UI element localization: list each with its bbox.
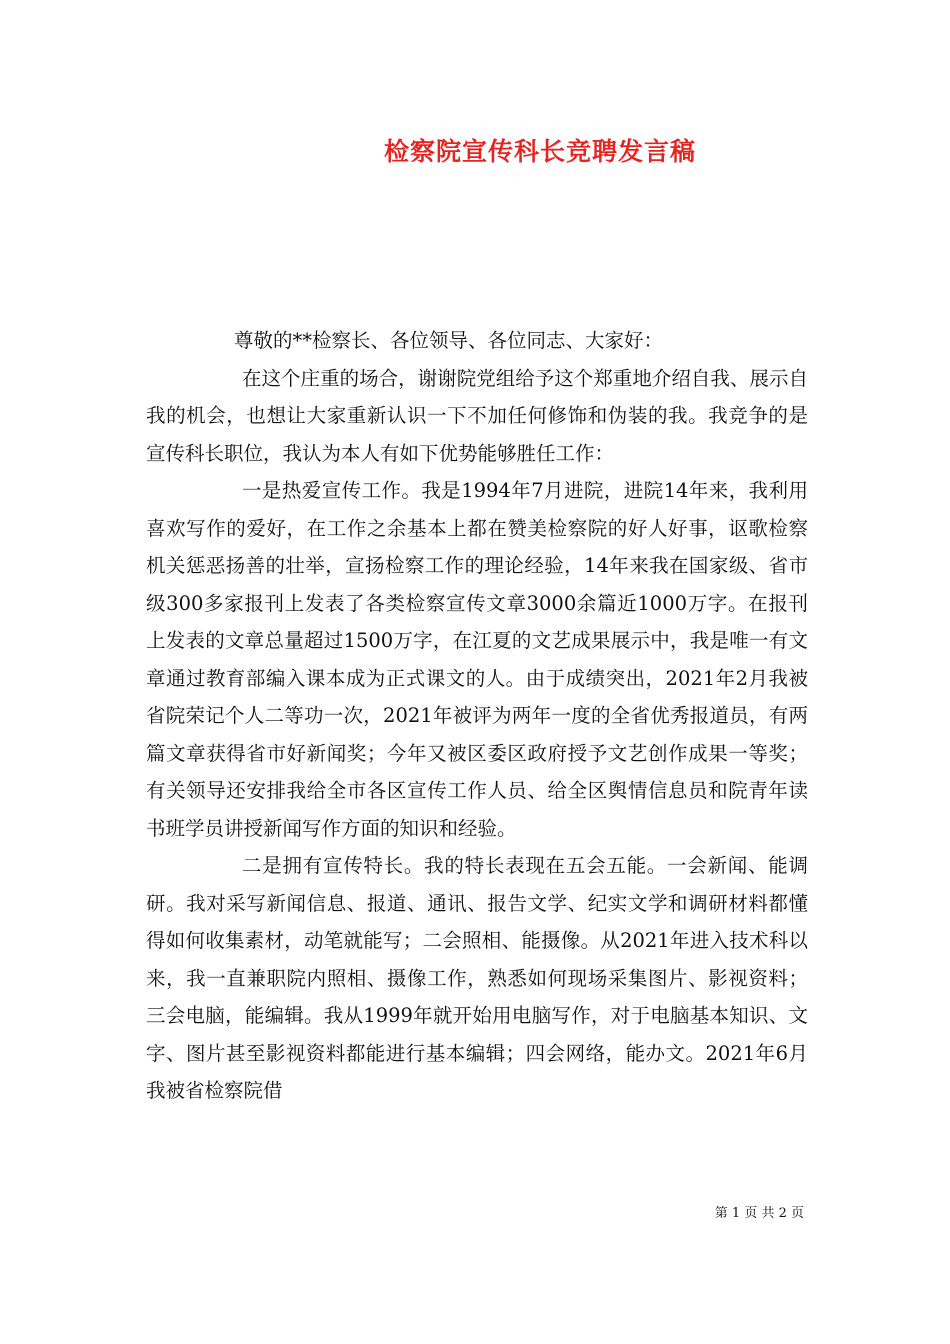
paragraph-1: 在这个庄重的场合，谢谢院党组给予这个郑重地介绍自我、展示自我的机会，也想让大家重新认识一下不加任何修饰和伪装的我。我竞争的是宣传科长职位，我认为本人有如下优势能够胜任工作： — [146, 366, 808, 465]
paragraph-2: 一是热爱宣传工作。我是1994年7月进院，进院14年来，我利用喜欢写作的爱好，在工作之余基本上都在赞美检察院的好人好事，讴歌检察机关惩恶扬善的壮举，宣扬检察工作的理论经验，14年来我在国家级、省市级300多家报刊上发表了各类检察宣传文章3000余篇近1000万字。在报刊上发表的文章总量超过1500万字，在江夏的文艺成果展示中，我是唯一有文章通过教育部编入课本成为正式课文的人。由于成绩突出，2021年2月我被省院荣记个人二等功一次，2021年被评为两年一度的全省优秀报道员，有两篇文章获得省市好新闻奖；今年又被区委区政府授予文艺创作成果一等奖；有关领导还安排我给全市各区宣传工作人员、给全区舆情信息员和院青年读书班学员讲授新闻写作方面的知识和经验。 — [146, 479, 808, 840]
document-body — [146, 322, 808, 1110]
document-title: 检察院宣传科长竞聘发言稿 — [383, 137, 696, 166]
salutation: 尊敬的**检察长、各位领导、各位同志、大家好： — [234, 329, 664, 352]
page-number-footer: 第 1 页 共 2 页 — [714, 1206, 804, 1221]
paragraph-3: 二是拥有宣传特长。我的特长表现在五会五能。一会新闻、能调研。我对采写新闻信息、报道、通讯、报告文学、纪实文学和调研材料都懂得如何收集素材，动笔就能写；二会照相、能摄像。从2021年进入技术科以来，我一直兼职院内照相、摄像工作，熟悉如何现场采集图片、影视资料；三会电脑，能编辑。我从1999年就开始用电脑写作，对于电脑基本知识、文字、图片甚至影视资料都能进行基本编辑；四会网络，能办文。2021年6月我被省检察院借 — [146, 854, 808, 1102]
